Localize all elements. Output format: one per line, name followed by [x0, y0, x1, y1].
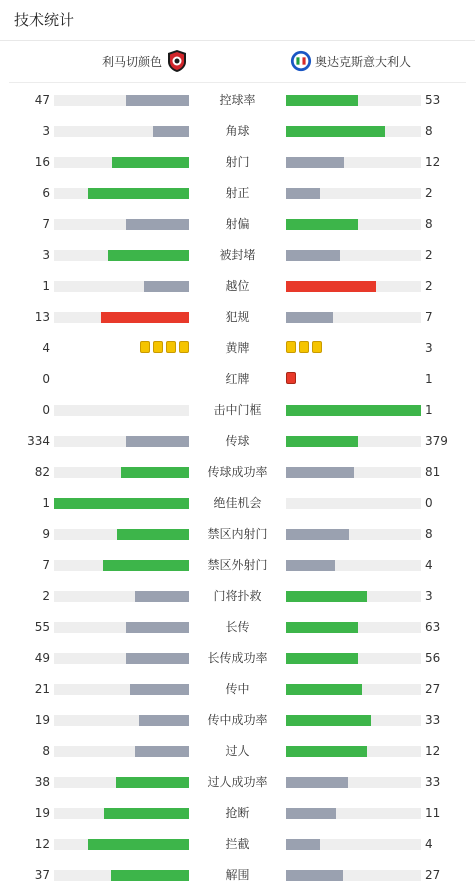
home-stat-bar — [54, 529, 189, 540]
away-stat-value: 0 — [425, 496, 433, 510]
home-stat-bar — [54, 312, 189, 323]
stat-row — [0, 333, 475, 364]
stat-row — [0, 674, 475, 705]
yellow-card-icon — [179, 341, 189, 353]
away-stat-value: 27 — [425, 682, 441, 696]
away-stat-bar-fill — [286, 591, 367, 602]
away-stat-value: 33 — [425, 713, 441, 727]
stat-label: 射偏 — [225, 217, 250, 231]
away-stat-value: 11 — [425, 806, 441, 820]
away-stat-bar-fill — [286, 312, 333, 323]
stat-label: 传中成功率 — [207, 713, 268, 727]
home-stat-bar — [54, 560, 189, 571]
home-stat-bar-fill — [126, 653, 189, 664]
stat-label: 击中门框 — [213, 403, 262, 417]
stat-row — [0, 147, 475, 178]
stat-row — [0, 178, 475, 209]
away-stat-value: 63 — [425, 620, 441, 634]
home-team-name: 利马切颜色 — [102, 54, 163, 69]
home-stat-value: 6 — [42, 186, 50, 200]
home-stat-bar-fill — [111, 870, 189, 881]
home-team-crest-icon — [166, 49, 188, 73]
stat-label: 长传 — [225, 620, 250, 634]
stat-label: 过人成功率 — [207, 775, 268, 789]
away-stat-value: 4 — [425, 558, 433, 572]
home-stat-bar-fill — [104, 808, 189, 819]
stat-row — [0, 488, 475, 519]
home-stat-value: 19 — [34, 806, 50, 820]
away-stat-bar — [286, 188, 421, 199]
away-stat-bar — [286, 591, 421, 602]
home-stat-value: 0 — [42, 403, 50, 417]
away-stat-bar — [286, 219, 421, 230]
away-stat-value: 8 — [425, 527, 433, 541]
home-stat-bar-fill — [130, 684, 189, 695]
away-stat-value: 12 — [425, 744, 441, 758]
stat-label: 抢断 — [225, 806, 250, 820]
stat-row — [0, 705, 475, 736]
away-stat-bar — [286, 560, 421, 571]
away-stat-bar-fill — [286, 746, 367, 757]
stat-row — [0, 364, 475, 395]
stat-row — [0, 271, 475, 302]
teams-header — [9, 41, 466, 83]
home-team[interactable] — [102, 48, 188, 74]
stat-label: 控球率 — [219, 93, 256, 107]
away-stat-bar — [286, 653, 421, 664]
away-stat-bar-fill — [286, 808, 336, 819]
away-stat-bar — [286, 405, 421, 416]
away-stat-value: 12 — [425, 155, 441, 169]
away-stat-bar — [286, 870, 421, 881]
stat-row — [0, 395, 475, 426]
home-stat-bar-fill — [135, 591, 189, 602]
home-stat-bar-fill — [126, 219, 189, 230]
away-team-crest-icon — [290, 49, 312, 73]
away-stat-bar — [286, 839, 421, 850]
away-stat-value: 7 — [425, 310, 433, 324]
away-stat-value: 81 — [425, 465, 441, 479]
home-stat-bar — [54, 95, 189, 106]
away-stat-bar — [286, 529, 421, 540]
stat-row — [0, 457, 475, 488]
home-stat-bar-fill — [88, 188, 189, 199]
home-stat-bar-fill — [153, 126, 189, 137]
stat-row — [0, 116, 475, 147]
away-stat-value: 2 — [425, 279, 433, 293]
away-stat-bar — [286, 746, 421, 757]
yellow-card-icon — [140, 341, 150, 353]
home-stat-value: 2 — [42, 589, 50, 603]
stat-row — [0, 85, 475, 116]
away-stat-bar — [286, 715, 421, 726]
home-stat-bar-fill — [144, 281, 189, 292]
home-stat-bar — [54, 250, 189, 261]
stat-row — [0, 519, 475, 550]
away-stat-value: 4 — [425, 837, 433, 851]
home-stat-bar-fill — [88, 839, 189, 850]
away-stat-value: 53 — [425, 93, 441, 107]
home-stat-bar — [54, 622, 189, 633]
stat-row — [0, 581, 475, 612]
stat-label: 长传成功率 — [207, 651, 268, 665]
away-stat-bar-fill — [286, 622, 358, 633]
home-stat-bar-fill — [126, 622, 189, 633]
stat-row — [0, 767, 475, 798]
away-stat-value: 1 — [425, 403, 433, 417]
away-stat-bar-fill — [286, 95, 358, 106]
away-stat-bar — [286, 126, 421, 137]
home-stat-value: 16 — [34, 155, 50, 169]
home-stat-bar — [54, 467, 189, 478]
home-stat-bar — [54, 498, 189, 509]
home-stat-bar — [54, 157, 189, 168]
home-stat-bar-fill — [117, 529, 189, 540]
home-stat-bar-fill — [126, 95, 189, 106]
home-stat-bar-fill — [108, 250, 189, 261]
home-stat-bar-fill — [101, 312, 189, 323]
stat-label: 禁区内射门 — [207, 527, 268, 541]
away-stat-bar-fill — [286, 560, 335, 571]
home-stat-value: 13 — [34, 310, 50, 324]
away-stat-value: 56 — [425, 651, 441, 665]
home-stat-value: 1 — [42, 279, 50, 293]
home-stat-bar — [54, 715, 189, 726]
stat-row — [0, 798, 475, 829]
away-stat-bar-fill — [286, 250, 340, 261]
stat-row — [0, 612, 475, 643]
home-stat-value: 3 — [42, 248, 50, 262]
away-stat-bar-fill — [286, 126, 385, 137]
away-stat-bar — [286, 808, 421, 819]
home-stat-value: 38 — [34, 775, 50, 789]
home-stat-value: 12 — [34, 837, 50, 851]
stat-label: 越位 — [225, 279, 250, 293]
stat-label: 射门 — [225, 155, 250, 169]
away-stat-value: 2 — [425, 248, 433, 262]
stat-label: 传球成功率 — [207, 465, 268, 479]
home-stat-value: 334 — [27, 434, 50, 448]
yellow-card-icon — [299, 341, 309, 353]
away-stat-bar — [286, 684, 421, 695]
home-stat-value: 3 — [42, 124, 50, 138]
home-stat-bar — [54, 126, 189, 137]
away-team[interactable] — [290, 48, 411, 74]
away-stat-bar — [286, 436, 421, 447]
stat-label: 传球 — [225, 434, 250, 448]
home-stat-value: 19 — [34, 713, 50, 727]
home-stat-value: 7 — [42, 217, 50, 231]
stat-row — [0, 736, 475, 767]
home-stat-bar — [54, 405, 189, 416]
home-stat-value: 82 — [34, 465, 50, 479]
stat-label: 过人 — [225, 744, 250, 758]
home-stat-bar — [54, 746, 189, 757]
stat-label: 解围 — [225, 868, 250, 882]
home-stat-bar — [54, 839, 189, 850]
yellow-card-icon — [153, 341, 163, 353]
stat-label: 门将扑救 — [213, 589, 262, 603]
home-stat-value: 55 — [34, 620, 50, 634]
home-stat-bar — [54, 684, 189, 695]
home-stat-bar — [54, 219, 189, 230]
stat-label: 被封堵 — [219, 248, 256, 262]
stat-label: 犯规 — [225, 310, 250, 324]
away-stat-value: 1 — [425, 372, 433, 386]
home-stat-value: 37 — [34, 868, 50, 882]
stat-row — [0, 209, 475, 240]
stat-label: 角球 — [225, 124, 250, 138]
away-stat-value: 379 — [425, 434, 448, 448]
away-stat-value: 8 — [425, 217, 433, 231]
home-stat-value: 1 — [42, 496, 50, 510]
home-stat-value: 7 — [42, 558, 50, 572]
home-stat-bar — [54, 808, 189, 819]
stat-row — [0, 302, 475, 333]
away-team-name: 奥达克斯意大利人 — [315, 54, 412, 69]
away-stat-bar-fill — [286, 219, 358, 230]
away-stat-bar-fill — [286, 715, 371, 726]
away-stat-bar-fill — [286, 684, 362, 695]
home-stat-bar — [54, 653, 189, 664]
stat-label: 红牌 — [225, 372, 250, 386]
home-stat-bar — [54, 777, 189, 788]
yellow-card-icon — [166, 341, 176, 353]
away-stat-bar-fill — [286, 653, 358, 664]
home-stat-bar-fill — [54, 498, 189, 509]
home-stat-bar-fill — [139, 715, 189, 726]
yellow-card-icon — [286, 341, 296, 353]
stat-label: 绝佳机会 — [213, 496, 262, 510]
stat-label: 射正 — [225, 186, 250, 200]
page-title: 技术统计 — [0, 0, 475, 41]
stat-label: 禁区外射门 — [207, 558, 268, 572]
away-stat-bar-fill — [286, 777, 348, 788]
away-stat-value: 3 — [425, 341, 433, 355]
home-stat-value: 9 — [42, 527, 50, 541]
away-stat-value: 33 — [425, 775, 441, 789]
away-stat-bar-fill — [286, 405, 421, 416]
away-stat-bar — [286, 312, 421, 323]
home-stat-value: 8 — [42, 744, 50, 758]
stat-row — [0, 550, 475, 581]
away-stat-bar-fill — [286, 157, 344, 168]
home-stat-bar-fill — [121, 467, 189, 478]
stat-row — [0, 860, 475, 891]
home-stat-bar-fill — [126, 436, 189, 447]
away-stat-bar-fill — [286, 529, 349, 540]
stat-label: 黄牌 — [225, 341, 250, 355]
away-stat-bar-fill — [286, 870, 343, 881]
stat-row — [0, 643, 475, 674]
stat-label: 传中 — [225, 682, 250, 696]
away-stat-value: 8 — [425, 124, 433, 138]
stat-row — [0, 426, 475, 457]
home-stat-bar-fill — [116, 777, 189, 788]
away-stat-bar — [286, 250, 421, 261]
yellow-card-icon — [312, 341, 322, 353]
away-stat-bar — [286, 95, 421, 106]
home-stat-bar — [54, 281, 189, 292]
away-stat-bar-fill — [286, 839, 320, 850]
away-stat-bar — [286, 467, 421, 478]
away-cards — [286, 372, 296, 384]
stat-row — [0, 240, 475, 271]
home-stat-value: 4 — [42, 341, 50, 355]
home-stat-bar-fill — [103, 560, 189, 571]
home-stat-bar-fill — [112, 157, 189, 168]
home-cards — [140, 341, 189, 353]
away-stat-bar — [286, 281, 421, 292]
home-stat-value: 49 — [34, 651, 50, 665]
away-stat-bar-fill — [286, 436, 358, 447]
home-stat-value: 0 — [42, 372, 50, 386]
away-stat-bar — [286, 498, 421, 509]
stat-row — [0, 829, 475, 860]
away-cards — [286, 341, 322, 353]
home-stat-bar-fill — [135, 746, 189, 757]
home-stat-value: 21 — [34, 682, 50, 696]
home-stat-bar — [54, 591, 189, 602]
away-stat-value: 27 — [425, 868, 441, 882]
away-stat-value: 3 — [425, 589, 433, 603]
away-stat-value: 2 — [425, 186, 433, 200]
home-stat-bar — [54, 436, 189, 447]
away-stat-bar-fill — [286, 281, 376, 292]
away-stat-bar — [286, 777, 421, 788]
away-stat-bar-fill — [286, 467, 354, 478]
home-stat-bar — [54, 870, 189, 881]
away-stat-bar — [286, 157, 421, 168]
stat-label: 拦截 — [225, 837, 250, 851]
away-stat-bar-fill — [286, 188, 320, 199]
home-stat-bar — [54, 188, 189, 199]
red-card-icon — [286, 372, 296, 384]
home-stat-value: 47 — [34, 93, 50, 107]
away-stat-bar — [286, 622, 421, 633]
